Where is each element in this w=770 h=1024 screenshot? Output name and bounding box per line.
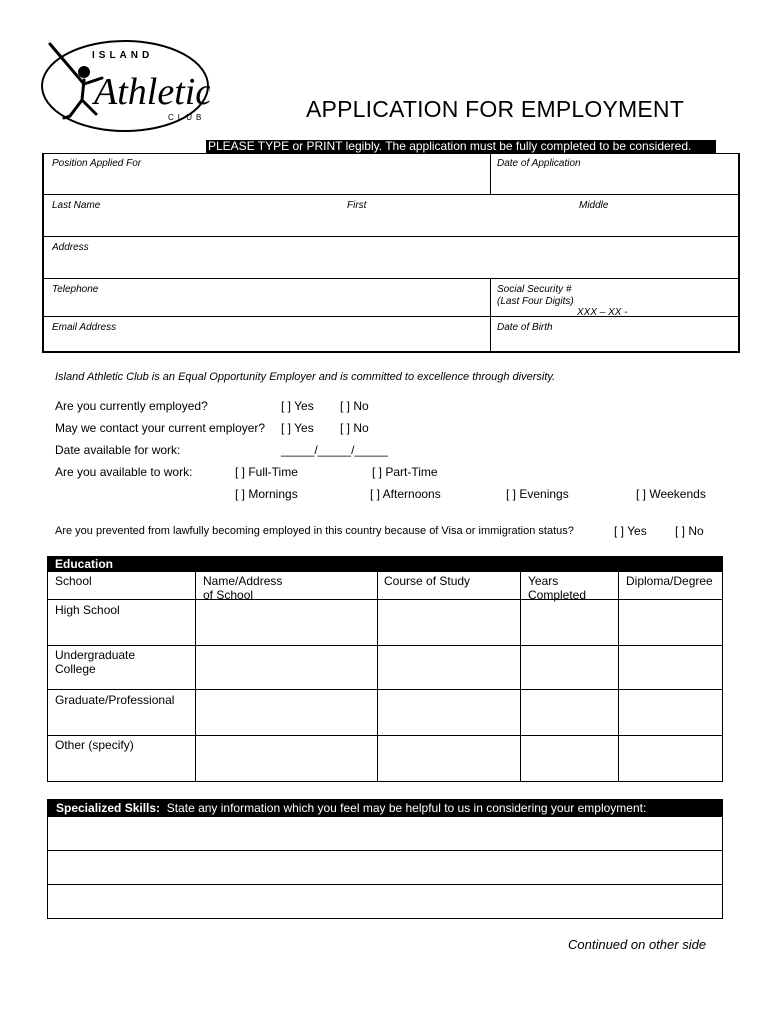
column-header-diploma: Diploma/Degree [626, 574, 713, 588]
mornings-checkbox[interactable]: [ ] Mornings [235, 487, 298, 501]
currently-employed-question: Are you currently employed? [55, 399, 208, 413]
eeo-statement: Island Athletic Club is an Equal Opportunity Employer and is committed to excellence through diversity. [55, 371, 556, 383]
ssn-sub-label: (Last Four Digits) [497, 296, 574, 307]
skills-section [47, 799, 723, 919]
email-field[interactable] [52, 334, 482, 350]
telephone-field[interactable] [52, 296, 482, 314]
date-of-application-field[interactable] [497, 170, 733, 192]
visa-no-checkbox[interactable]: [ ] No [675, 524, 704, 538]
contact-employer-question: May we contact your current employer? [55, 421, 266, 435]
visa-yes-checkbox[interactable]: [ ] Yes [614, 524, 647, 538]
position-field[interactable] [52, 170, 482, 192]
row-undergraduate: Undergraduate College [55, 648, 136, 676]
address-field[interactable] [52, 254, 732, 276]
afternoons-checkbox[interactable]: [ ] Afternoons [370, 487, 441, 501]
evenings-checkbox[interactable]: [ ] Evenings [506, 487, 569, 501]
contact-yes-checkbox[interactable]: [ ] Yes [281, 421, 314, 435]
applicant-info-box [42, 153, 740, 353]
education-table [47, 556, 723, 782]
logo-bottom-text: CLUB [168, 113, 206, 122]
email-label: Email Address [52, 322, 117, 333]
telephone-label: Telephone [52, 284, 99, 295]
weekends-checkbox[interactable]: [ ] Weekends [636, 487, 706, 501]
last-name-label: Last Name [52, 200, 101, 211]
date-of-application-label: Date of Application [497, 158, 581, 169]
skills-heading-bold: Specialized Skills: [56, 801, 161, 815]
middle-name-label: Middle [579, 200, 609, 211]
skills-heading-text: State any information which you feel may be helpful to us in considering your employment: [166, 801, 647, 815]
page-title: APPLICATION FOR EMPLOYMENT [306, 96, 684, 122]
logo-top-text: ISLAND [92, 50, 154, 61]
name-field[interactable] [52, 212, 732, 234]
column-header-course: Course of Study [384, 574, 471, 588]
date-available-field[interactable]: _____/_____/_____ [281, 443, 388, 457]
visa-question: Are you prevented from lawfully becoming employed in this country because of Visa or immigration status? [55, 525, 574, 537]
logo-main-text: Athletic [94, 71, 210, 113]
club-logo [40, 38, 210, 133]
skills-heading [48, 800, 722, 817]
row-other: Other (specify) [55, 738, 134, 752]
ssn-mask: XXX – XX - [577, 307, 628, 318]
continued-note: Continued on other side [568, 937, 707, 952]
skills-line-1[interactable] [50, 819, 720, 848]
column-header-name-address: Name/Address of School [203, 574, 283, 602]
date-available-question: Date available for work: [55, 443, 181, 457]
instructions-banner: PLEASE TYPE or PRINT legibly. The application must be fully completed to be considered. [206, 140, 716, 153]
employed-yes-checkbox[interactable]: [ ] Yes [281, 399, 314, 413]
ssn-label: Social Security # [497, 284, 572, 295]
skills-line-2[interactable] [50, 852, 720, 882]
education-heading: Education [48, 557, 722, 572]
date-of-birth-field[interactable] [497, 334, 733, 350]
contact-no-checkbox[interactable]: [ ] No [340, 421, 369, 435]
full-time-checkbox[interactable]: [ ] Full-Time [235, 465, 298, 479]
date-of-birth-label: Date of Birth [497, 322, 553, 333]
row-graduate: Graduate/Professional [55, 693, 175, 707]
availability-question: Are you available to work: [55, 465, 193, 479]
address-label: Address [52, 242, 89, 253]
column-header-school: School [55, 574, 92, 588]
first-name-label: First [347, 200, 367, 211]
part-time-checkbox[interactable]: [ ] Part-Time [372, 465, 438, 479]
row-high-school: High School [55, 603, 120, 617]
position-label: Position Applied For [52, 158, 142, 169]
skills-line-3[interactable] [50, 886, 720, 916]
employed-no-checkbox[interactable]: [ ] No [340, 399, 369, 413]
column-header-years: Years Completed [528, 574, 587, 602]
